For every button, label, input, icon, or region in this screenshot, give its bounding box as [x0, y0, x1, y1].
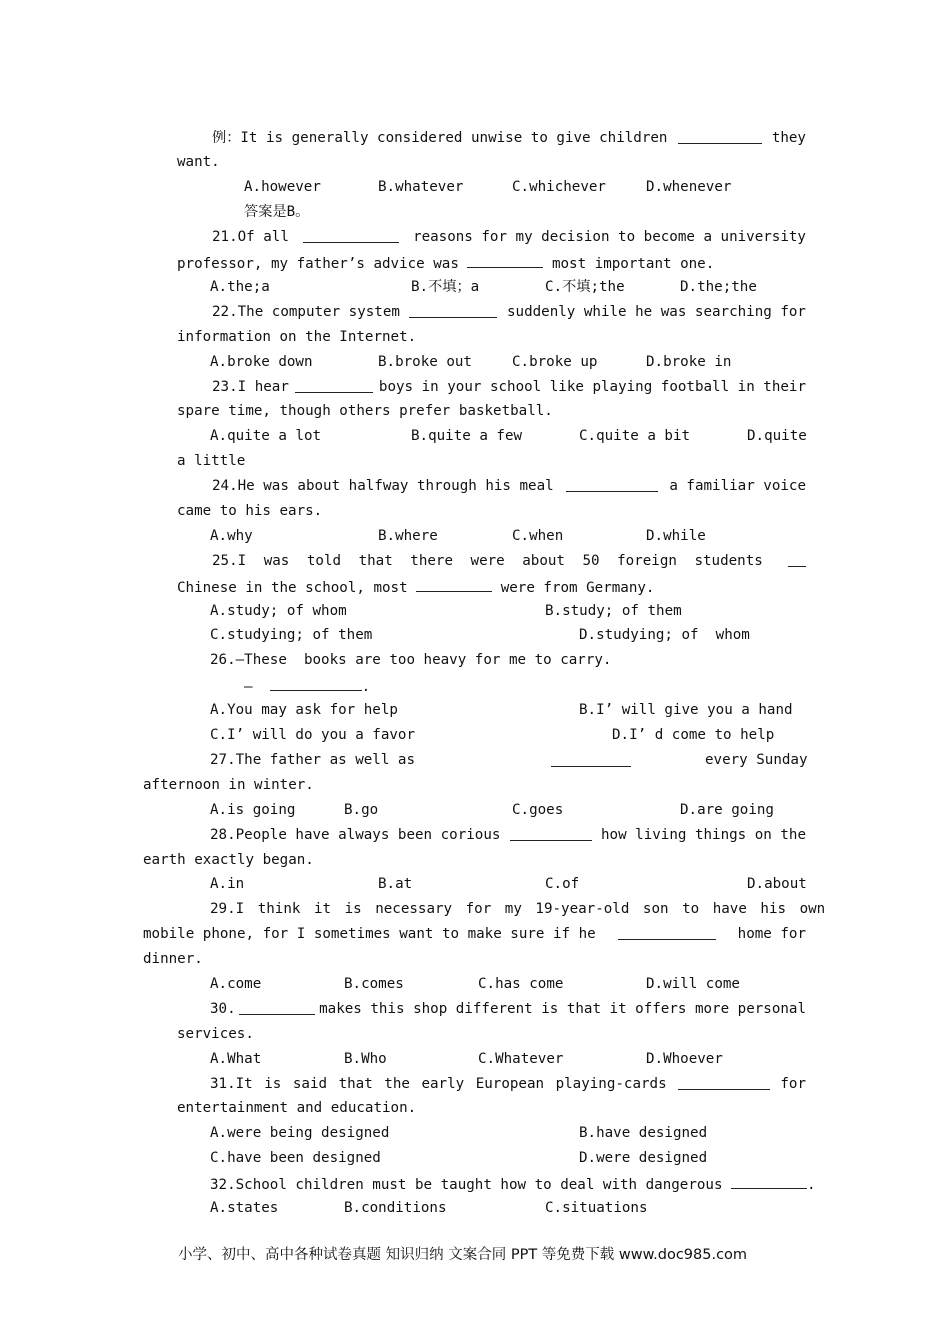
option-a: A.What [210, 1051, 262, 1067]
option-d: D.broke in [646, 354, 732, 370]
option-b: B.where [378, 528, 438, 544]
question-27-line-2: afternoon in winter. [143, 777, 314, 793]
question-29-text: 29.I think it is necessary for my 19-year-old son to have his own [210, 901, 826, 917]
option-a: A.the;a [210, 279, 270, 295]
question-25-text: Chinese in the school, most [177, 580, 408, 596]
question-28-text: 28.People have always been corious [210, 827, 501, 843]
option-a: A.broke down [210, 354, 313, 370]
option-b: B.broke out [378, 354, 472, 370]
question-30-number: 30. [210, 1001, 236, 1017]
answer-blank [270, 676, 362, 691]
question-29-line-1 [210, 900, 826, 918]
option-b: B.不填；a [411, 279, 480, 295]
option-d: D.studying; of whom [579, 627, 750, 643]
question-21-number: 21.Of all [212, 229, 289, 245]
question-29-line-3: dinner. [143, 951, 203, 967]
answer-blank [551, 752, 631, 767]
example-question-line [212, 129, 806, 147]
option-c: C.Whatever [478, 1051, 564, 1067]
question-25-text: 25.I was told that there were about 50 foreign students [212, 553, 763, 569]
option-c: C.of [545, 876, 580, 892]
question-25-line-2 [177, 577, 654, 597]
question-29-line-2 [143, 925, 806, 943]
question-26-line-1: 26.—These books are too heavy for me to carry. [210, 652, 612, 668]
answer-blank [788, 552, 806, 567]
question-31-text: 31.It is said that the early European playing-cards [210, 1076, 667, 1092]
question-23-number: 23.I hear [212, 379, 289, 395]
option-a: A.come [210, 976, 262, 992]
option-d: D.about [747, 876, 807, 892]
answer-blank [510, 826, 592, 841]
option-d: D.the;the [680, 279, 757, 295]
question-31-line-2: entertainment and education. [177, 1100, 417, 1116]
option-c: C.when [512, 528, 564, 544]
option-a: A.study; of whom [210, 603, 347, 619]
question-21-line-1 [212, 228, 806, 246]
answer-blank [239, 1000, 315, 1015]
option-c: C.不填;the [545, 279, 625, 295]
question-21-text: most important one. [551, 256, 715, 272]
example-answer: 答案是B。 [244, 204, 310, 220]
option-b: B.study; of them [545, 603, 682, 619]
option-d: D.while [646, 528, 706, 544]
answer-blank [731, 1174, 807, 1189]
option-b: B.conditions [344, 1200, 447, 1216]
example-question-text-end: they [771, 130, 806, 146]
answer-blank [303, 228, 399, 243]
option-d: D.I’ d come to help [612, 727, 775, 743]
option-a: A.were being designed [210, 1125, 390, 1141]
question-23-line-1 [212, 378, 806, 396]
option-d: D.are going [680, 802, 774, 818]
option-c: C.broke up [512, 354, 598, 370]
question-32-text: 32.School children must be taught how to deal with dangerous [210, 1177, 723, 1193]
option-b: B.whatever [378, 179, 464, 195]
option-c: C.has come [478, 976, 564, 992]
option-b: B.at [378, 876, 413, 892]
question-30-line-1 [210, 1000, 806, 1018]
answer-blank [618, 925, 716, 940]
option-c: C.whichever [512, 179, 606, 195]
question-22-line-1 [212, 303, 806, 321]
option-a: A.You may ask for help [210, 702, 398, 718]
option-b: B.go [344, 802, 379, 818]
option-c: C.situations [545, 1200, 648, 1216]
answer-blank [566, 477, 658, 492]
question-31-line-1 [210, 1075, 806, 1093]
answer-blank [678, 1075, 770, 1090]
question-21-text: professor, my father’s advice was [177, 256, 459, 272]
question-30-text: makes this shop different is that it offers more personal [319, 1001, 806, 1017]
example-question-text: 例：It is generally considered unwise to give children [212, 130, 668, 146]
option-a: A.however [244, 179, 321, 195]
question-25-line-1 [212, 552, 806, 570]
question-29-text: home for [737, 926, 806, 942]
option-a: A.states [210, 1200, 279, 1216]
question-24-line-1 [212, 477, 806, 495]
question-32-period: . [807, 1177, 816, 1193]
option-b: B.have designed [579, 1125, 708, 1141]
question-24-text: 24.He was about halfway through his meal [212, 478, 554, 494]
question-30-line-2: services. [177, 1026, 254, 1042]
example-continuation: want. [177, 154, 220, 170]
question-21-text: reasons for my decision to become a university [413, 229, 806, 245]
question-32-line-1 [210, 1174, 816, 1194]
question-22-text: suddenly while he was searching for [507, 304, 806, 320]
option-b: B.quite a few [411, 428, 523, 444]
question-23-text: boys in your school like playing football in their [378, 379, 806, 395]
answer-blank [416, 577, 492, 592]
question-23-line-2: spare time, though others prefer basketball. [177, 403, 553, 419]
option-c: C.goes [512, 802, 564, 818]
question-21-line-2 [177, 253, 714, 273]
option-a: A.is going [210, 802, 296, 818]
dialogue-dash: — [244, 679, 253, 695]
question-28-line-2: earth exactly began. [143, 852, 314, 868]
answer-blank [409, 303, 497, 318]
answer-blank [467, 253, 543, 268]
question-28-line-1 [210, 826, 806, 844]
question-25-text: were from Germany. [500, 580, 655, 596]
answer-blank [678, 129, 762, 144]
question-24-line-2: came to his ears. [177, 503, 323, 519]
option-a: A.in [210, 876, 245, 892]
option-d: D.quite [747, 428, 807, 444]
option-c: C.I’ will do you a favor [210, 727, 415, 743]
question-26-line-2: — . [244, 676, 370, 696]
option-a: A.quite a lot [210, 428, 322, 444]
question-27-text-end: every Sunday [705, 752, 808, 768]
question-22-number: 22.The computer system [212, 304, 400, 320]
page-footer: 小学、初中、高中各种试卷真题 知识归纳 文案合同 PPT 等免费下载 www.doc985.com [178, 1247, 748, 1263]
answer-blank [295, 378, 373, 393]
option-d: D.whenever [646, 179, 732, 195]
option-c: C.quite a bit [579, 428, 691, 444]
question-22-line-2: information on the Internet. [177, 329, 417, 345]
option-c: C.have been designed [210, 1150, 381, 1166]
option-c: C.studying; of them [210, 627, 373, 643]
option-d: D.were designed [579, 1150, 708, 1166]
option-b: B.Who [344, 1051, 387, 1067]
question-27-text: 27.The father as well as [210, 752, 415, 768]
question-29-text: mobile phone, for I sometimes want to make sure if he [143, 926, 596, 942]
option-b: B.comes [344, 976, 404, 992]
option-a: A.why [210, 528, 253, 544]
option-d: D.will come [646, 976, 740, 992]
option-d-continuation: a little [177, 453, 246, 469]
question-28-text: how living things on the [600, 827, 806, 843]
question-31-text: for [780, 1076, 806, 1092]
option-b: B.I’ will give you a hand [579, 702, 793, 718]
option-d: D.Whoever [646, 1051, 723, 1067]
question-24-text: a familiar voice [669, 478, 806, 494]
